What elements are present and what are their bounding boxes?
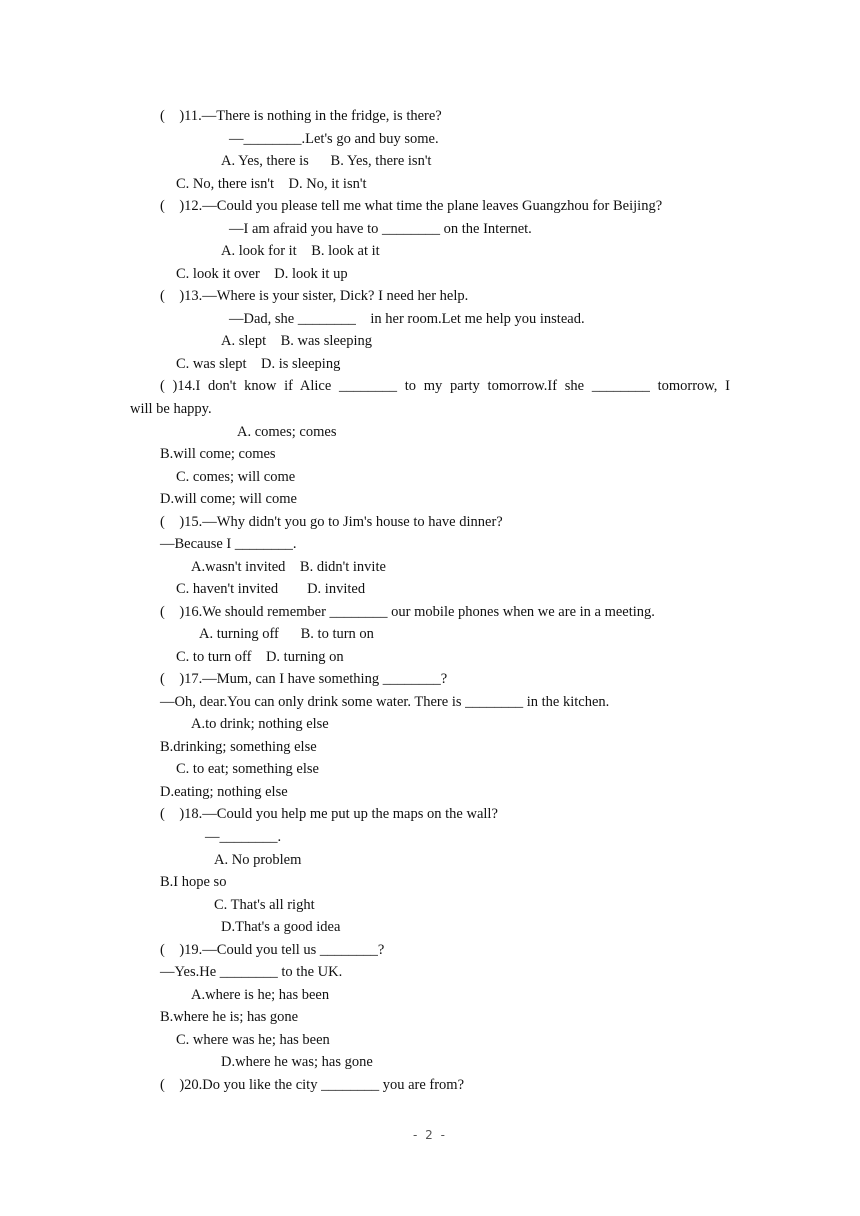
q14-option-c: C. comes; will come <box>176 469 296 485</box>
q11-options-cd: C. No, there isn't D. No, it isn't <box>176 176 367 192</box>
q11-options-ab: A. Yes, there is B. Yes, there isn't <box>221 153 432 169</box>
q14-option-a: A. comes; comes <box>237 424 337 440</box>
q18-option-c: C. That's all right <box>214 897 315 913</box>
q15-prompt: ( )15.—Why didn't you go to Jim's house to have dinner? <box>160 514 503 530</box>
q17-option-c: C. to eat; something else <box>176 761 319 777</box>
q19-reply: —Yes.He ________ to the UK. <box>160 964 343 980</box>
q19-option-d: D.where he was; has gone <box>221 1054 373 1070</box>
q18-prompt: ( )18.—Could you help me put up the maps on the wall? <box>160 806 498 822</box>
q17-option-d: D.eating; nothing else <box>160 784 288 800</box>
q12-reply: —I am afraid you have to ________ on the Internet. <box>229 221 532 237</box>
q18-option-b: B.I hope so <box>160 874 227 890</box>
q19-option-c: C. where was he; has been <box>176 1032 330 1048</box>
q14-option-d: D.will come; will come <box>160 491 297 507</box>
q19-option-a: A.where is he; has been <box>191 987 330 1003</box>
q18-reply: —________. <box>205 829 282 845</box>
q16-prompt: ( )16.We should remember ________ our mobile phones when we are in a meeting. <box>160 604 655 620</box>
q16-options-cd: C. to turn off D. turning on <box>176 649 344 665</box>
q14-option-b: B.will come; comes <box>160 446 276 462</box>
q15-reply: —Because I ________. <box>160 536 297 552</box>
q17-reply: —Oh, dear.You can only drink some water. There is ________ in the kitchen. <box>160 694 610 710</box>
q18-option-a: A. No problem <box>214 852 302 868</box>
page-number: - 2 - <box>413 1128 447 1142</box>
q11-prompt: ( )11.—There is nothing in the fridge, is there? <box>160 108 442 124</box>
q19-prompt: ( )19.—Could you tell us ________? <box>160 942 385 958</box>
q15-options-cd: C. haven't invited D. invited <box>176 581 366 597</box>
q13-reply: —Dad, she ________ in her room.Let me help you instead. <box>229 311 585 327</box>
q13-prompt: ( )13.—Where is your sister, Dick? I need her help. <box>160 288 469 304</box>
q11-reply: —________.Let's go and buy some. <box>229 131 439 147</box>
q13-options-cd: C. was slept D. is sleeping <box>176 356 341 372</box>
q18-option-d: D.That's a good idea <box>221 919 341 935</box>
q14-prompt: ( )14.I don't know if Alice ________ to my party tomorrow.If she ________ tomorrow, I <box>160 378 730 394</box>
q16-options-ab: A. turning off B. to turn on <box>199 626 374 642</box>
q12-options-ab: A. look for it B. look at it <box>221 243 380 259</box>
q19-option-b: B.where he is; has gone <box>160 1009 299 1025</box>
q12-options-cd: C. look it over D. look it up <box>176 266 348 282</box>
q17-option-a: A.to drink; nothing else <box>191 716 329 732</box>
q20-prompt: ( )20.Do you like the city ________ you are from? <box>160 1077 465 1093</box>
q15-options-ab: A.wasn't invited B. didn't invite <box>191 559 386 575</box>
q14-prompt-cont: will be happy. <box>130 401 212 417</box>
q17-option-b: B.drinking; something else <box>160 739 317 755</box>
q17-prompt: ( )17.—Mum, can I have something ________? <box>160 671 448 687</box>
q13-options-ab: A. slept B. was sleeping <box>221 333 373 349</box>
q12-prompt: ( )12.—Could you please tell me what time the plane leaves Guangzhou for Beijing? <box>160 198 663 214</box>
